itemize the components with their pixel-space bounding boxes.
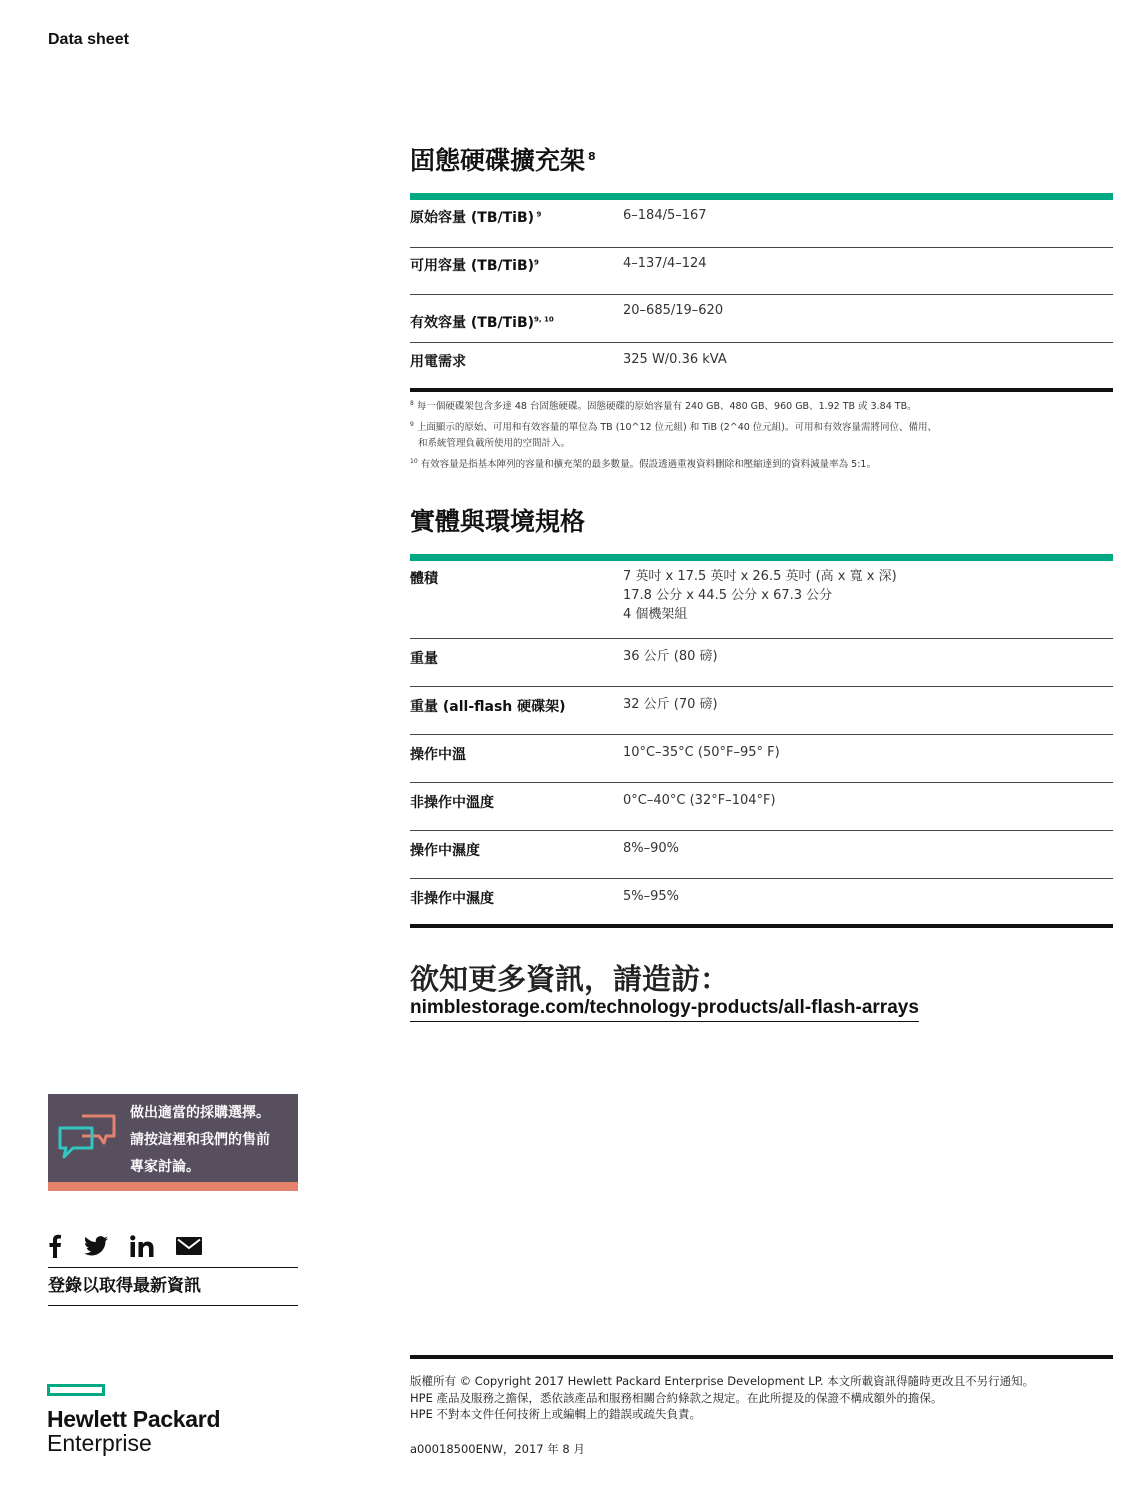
linkedin-icon[interactable] <box>130 1235 154 1257</box>
footnote: $^9$ 上面顯示的原始、可用和有效容量的單位為 TB (10^12 位元組) 和 TiB (2^40 位元組)。可用和有效容量需將同位、備用、 和系統管理負載所使用的空間計入。 <box>410 421 938 449</box>
footnotes <box>410 399 1113 472</box>
spec-label: 操作中溫 <box>410 747 466 763</box>
spec-label: 重量 <box>410 651 438 667</box>
table-row <box>410 735 1113 783</box>
table-row <box>410 295 1113 343</box>
spec-value: 325 W/0.36 kVA <box>623 352 727 367</box>
spec-value: 6–184/5–167 <box>623 208 707 223</box>
table-row <box>410 343 1113 392</box>
section-title: 實體與環境規格 <box>410 507 586 536</box>
hpe-element-icon <box>47 1384 105 1396</box>
spec-label: 重量 (all-flash 硬碟架) <box>410 699 566 715</box>
spec-value: 36 公斤 (80 磅) <box>623 649 718 664</box>
email-icon[interactable] <box>176 1237 202 1255</box>
subscribe-link[interactable]: 登錄以取得最新資訊 <box>48 1267 298 1306</box>
table-row <box>410 200 1113 248</box>
more-info-block <box>410 962 919 1022</box>
copyright-notice: 版權所有 © Copyright 2017 Hewlett Packard Enterprise Development LP. 本文所載資訊得隨時更改且不另行通知。 HPE 產品及服務之擔保，悉依該產品和服務相關合約條款之規定。在此所提及的保證不構成額外的擔保。 HPE 不對本文件任何技術上或編輯上的錯誤或疏失負責。 <box>410 1374 1035 1422</box>
spec-value: 5%–95% <box>623 889 680 904</box>
cta-text: 做出適當的採購選擇。 請按這裡和我們的售前 專家討論。 <box>130 1105 270 1175</box>
spec-value: 0°C–40°C (32°F–104°F) <box>623 793 776 808</box>
spec-label: 非操作中濕度 <box>410 891 494 907</box>
spec-label: 體積 <box>410 571 438 587</box>
spec-label: 非操作中溫度 <box>410 795 494 811</box>
table-row <box>410 783 1113 831</box>
spec-value: 7 英吋 x 17.5 英吋 x 26.5 英吋 (高 x 寬 x 深) 17.8 公分 x 44.5 公分 x 67.3 公分 4 個機架組 <box>623 569 897 622</box>
section-accent-bar <box>410 193 1113 200</box>
table-row <box>410 879 1113 928</box>
physical-specs-section <box>410 509 1113 928</box>
legal-footer <box>410 1355 1113 1457</box>
spec-label: 操作中濕度 <box>410 843 480 859</box>
spec-value: 4–137/4–124 <box>623 256 707 271</box>
section-accent-bar <box>410 554 1113 561</box>
table-row <box>410 831 1113 879</box>
more-info-title: 欲知更多資訊，請造訪： <box>410 962 730 996</box>
spec-label: 有效容量 $(TB/TiB)^{9, 10}$ <box>410 315 554 331</box>
spec-label: 可用容量 $(TB/TiB)^9$ <box>410 258 539 274</box>
footer-divider <box>410 1355 1113 1359</box>
twitter-icon[interactable] <box>84 1236 108 1256</box>
ssd-spec-table <box>410 200 1113 392</box>
ssd-shelf-section <box>410 148 1113 472</box>
physical-spec-table <box>410 561 1113 928</box>
document-code: a00018500ENW，2017 年 8 月 <box>410 1442 585 1457</box>
chat-bubbles-icon <box>58 1112 118 1162</box>
product-page-link[interactable]: nimblestorage.com/technology-products/all-flash-arrays <box>410 997 919 1022</box>
spec-value: 32 公斤 (70 磅) <box>623 697 718 712</box>
table-row <box>410 248 1113 295</box>
spec-value: 8%–90% <box>623 841 680 856</box>
footnote: $^{10}$ 有效容量是指基本陣列的容量和擴充架的最多數量。假設透過重複資料刪除和壓縮達到的資料減量率為 5:1。 <box>410 457 876 471</box>
section-title: 固態硬碟擴充架 $^8$ <box>410 146 596 175</box>
footnote: $^8$ 每一個硬碟架包含多達 48 台固態硬碟。固態硬碟的原始容量有 240 GB、480 GB、960 GB、1.92 TB 或 3.84 TB。 <box>410 400 917 413</box>
document-type-label: Data sheet <box>48 31 129 48</box>
social-links <box>48 1231 298 1261</box>
table-row <box>410 561 1113 639</box>
table-row <box>410 639 1113 687</box>
spec-value: 20–685/19–620 <box>623 303 724 318</box>
spec-label: 用電需求 <box>410 354 466 370</box>
facebook-icon[interactable] <box>48 1234 62 1258</box>
hpe-logo: Hewlett Packard Enterprise <box>47 1384 220 1456</box>
presales-contact-banner[interactable] <box>48 1094 298 1191</box>
spec-label: 原始容量 (TB/TiB) $^9$ <box>410 210 542 226</box>
table-row <box>410 687 1113 735</box>
spec-value: 10°C–35°C (50°F–95° F) <box>623 745 780 760</box>
